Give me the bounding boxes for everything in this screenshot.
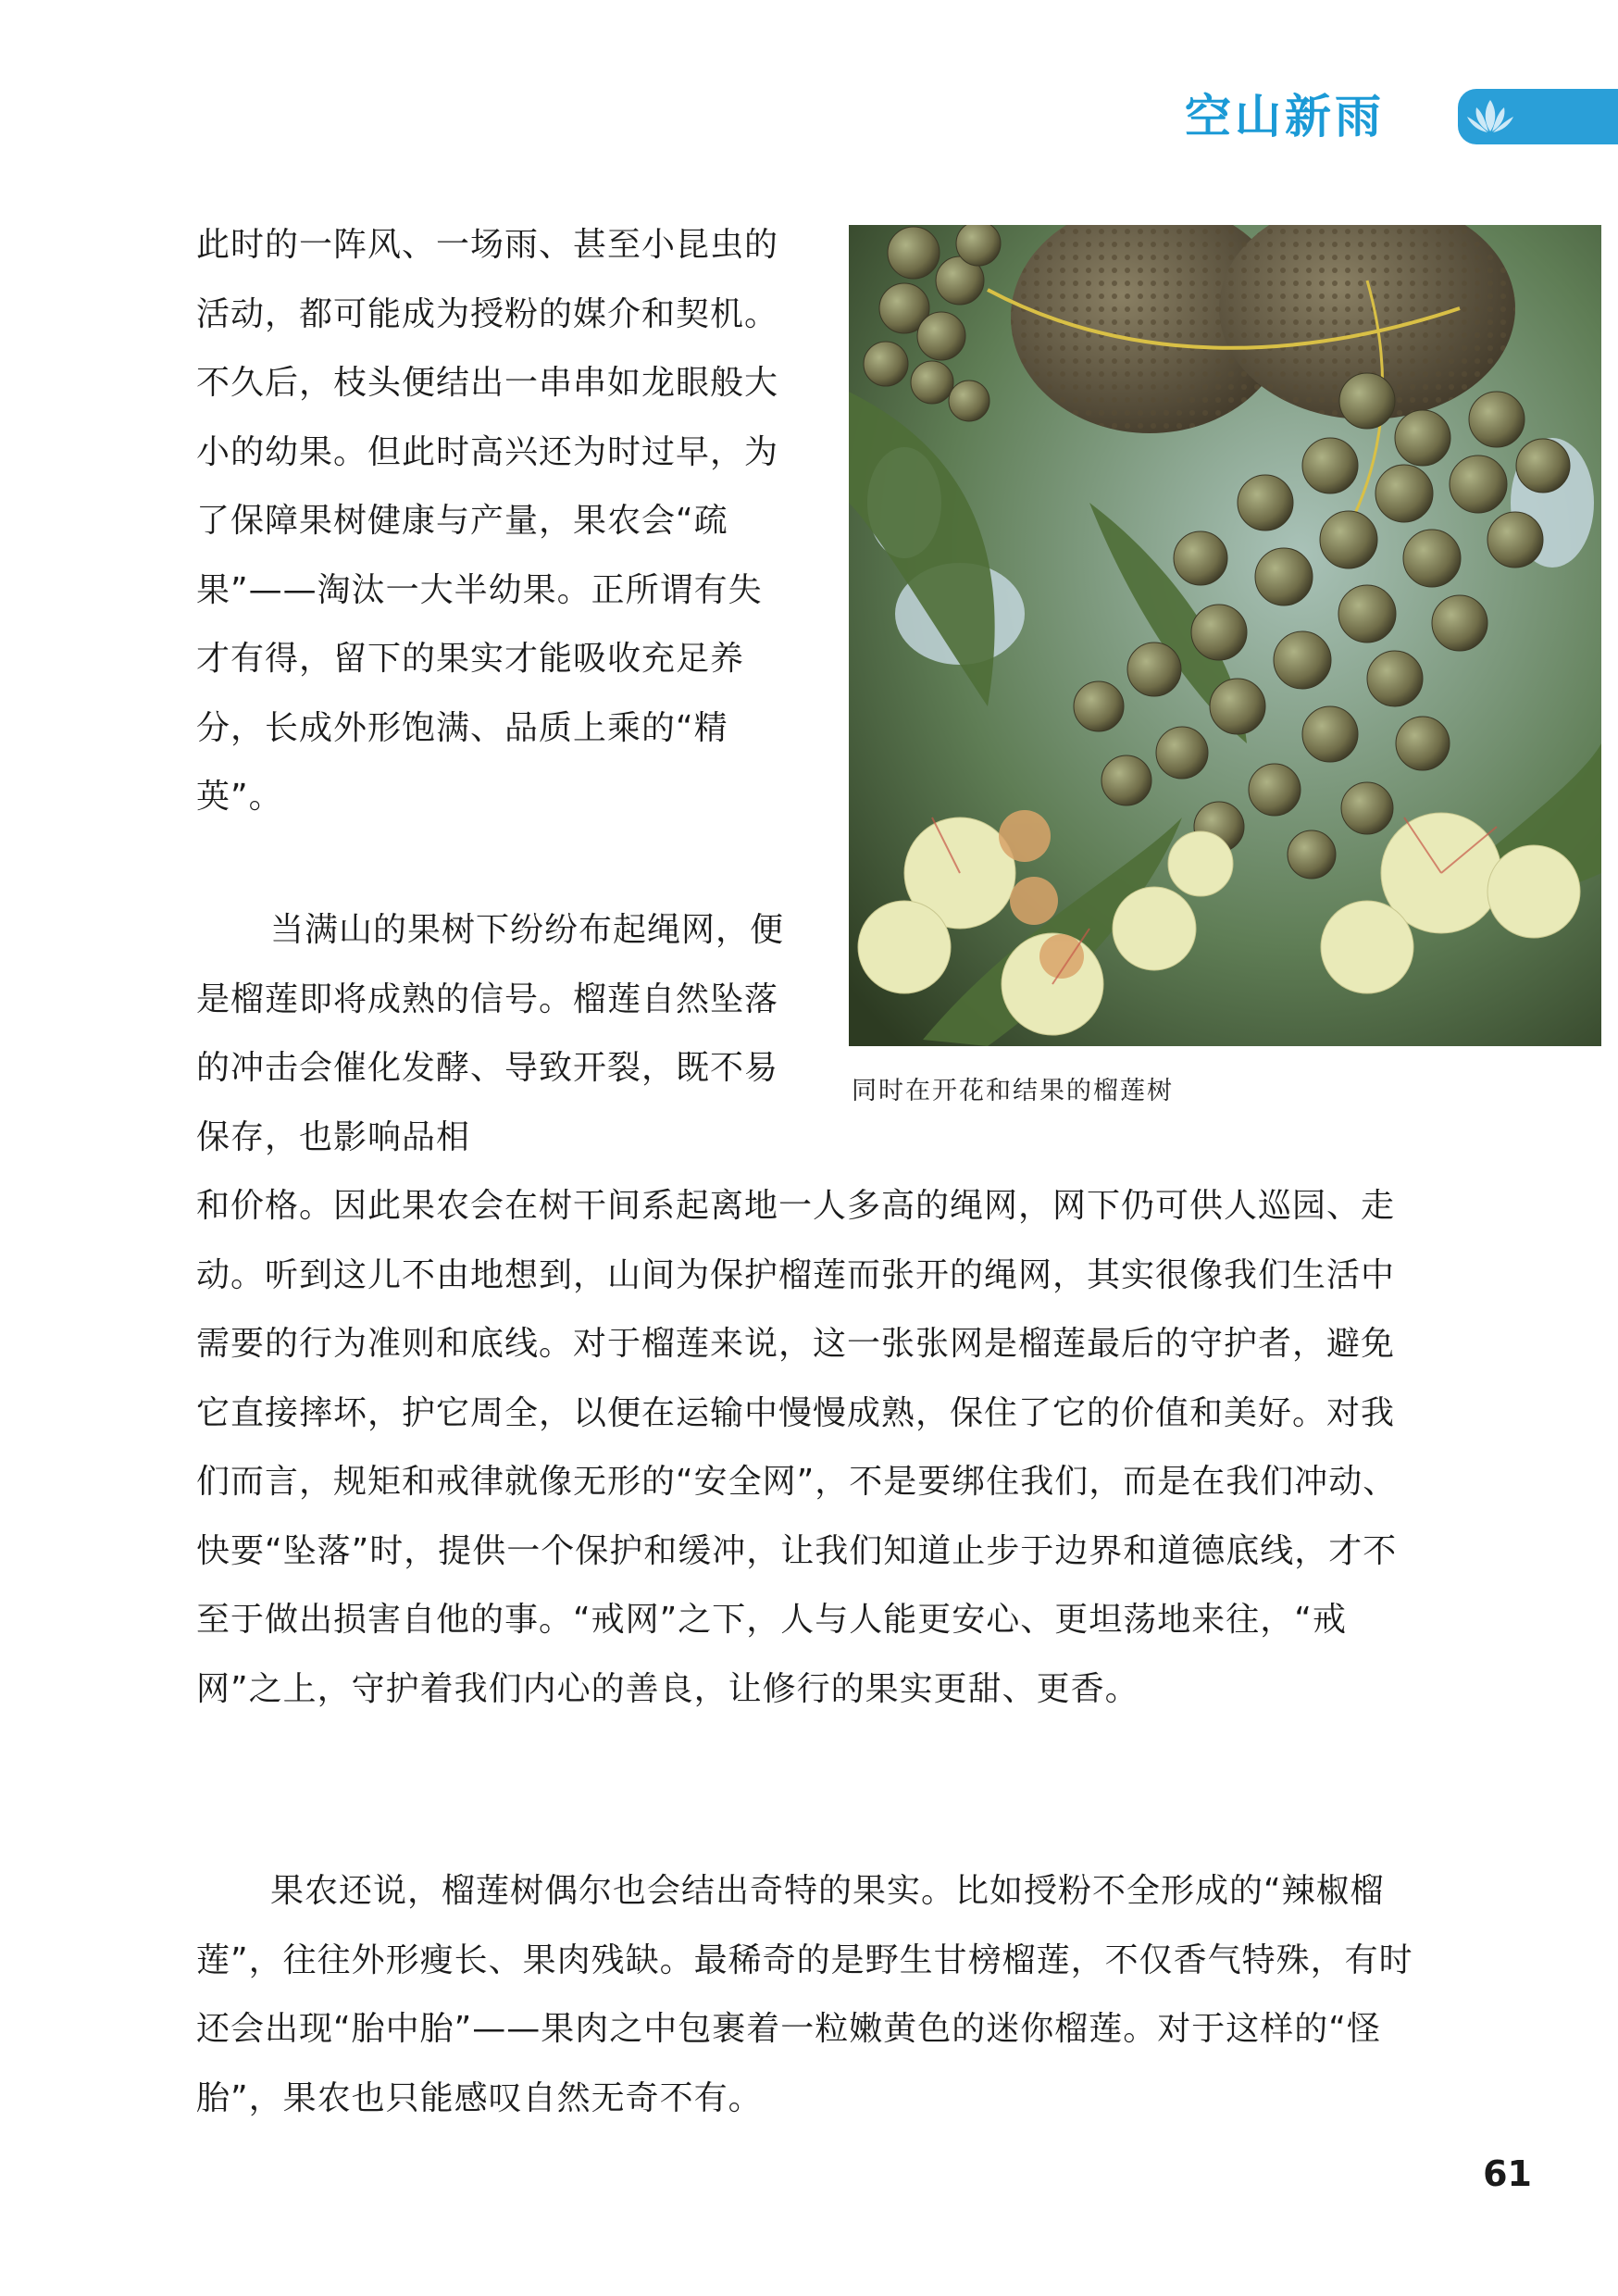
header-tab bbox=[1458, 89, 1618, 144]
lotus-icon bbox=[1463, 94, 1517, 139]
paragraph-2-continued: 和价格。因此果农会在树干间系起离地一人多高的绳网，网下仍可供人巡园、走动。听到这儿不由地想到，山间为保护榴莲而张开的绳网，其实很像我们生活中需要的行为准则和底线。对于榴莲来说，这一张张网是榴莲最后的守护者，避免它直接摔坏，护它周全，以便在运输中慢慢成熟，保住了它的价值和美好。对我们而言，规矩和戒律就像无形的“安全网”，不是要绑住我们，而是在我们冲动、快要“坠落”时，提供一个保护和缓冲，让我们知道止步于边界和道德底线，才不至于做出损害自他的事。“戒网”之下，人与人能更安心、更坦荡地来往，“戒网”之上，守护着我们内心的善良，让修行的果实更甜、更香。 bbox=[196, 1187, 1398, 1708]
page-number: 61 bbox=[1483, 2153, 1532, 2194]
magazine-section-title: 空山新雨 bbox=[1185, 90, 1385, 144]
durian-tree-photo bbox=[849, 225, 1601, 1046]
page-header bbox=[1185, 89, 1618, 144]
figure-caption: 同时在开花和结果的榴莲树 bbox=[852, 1077, 1174, 1105]
paragraph-1: 此时的一阵风、一场雨、甚至小昆虫的活动，都可能成为授粉的媒介和契机。不久后，枝头便结出一串串如龙眼般大小的幼果。但此时高兴还为时过早，为了保障果树健康与产量，果农会“疏果”——淘汰一大半幼果。正所谓有失才有得，留下的果实才能吸收充足养分，长成外形饱满、品质上乘的“精英”。 bbox=[196, 226, 779, 816]
paragraph-3: 果农还说，榴莲树偶尔也会结出奇特的果实。比如授粉不全形成的“辣椒榴莲”，往往外形瘦长、果肉残缺。最稀奇的是野生甘榜榴莲，不仅香气特殊，有时还会出现“胎中胎”——果肉之中包裹着一粒嫩黄色的迷你榴莲。对于这样的“怪胎”，果农也只能感叹自然无奇不有。 bbox=[196, 1872, 1413, 2117]
paragraph-2: 当满山的果树下纷纷布起绳网，便是榴莲即将成熟的信号。榴莲自然坠落的冲击会催化发酵、导致开裂，既不易保存，也影响品相 bbox=[196, 911, 785, 1156]
